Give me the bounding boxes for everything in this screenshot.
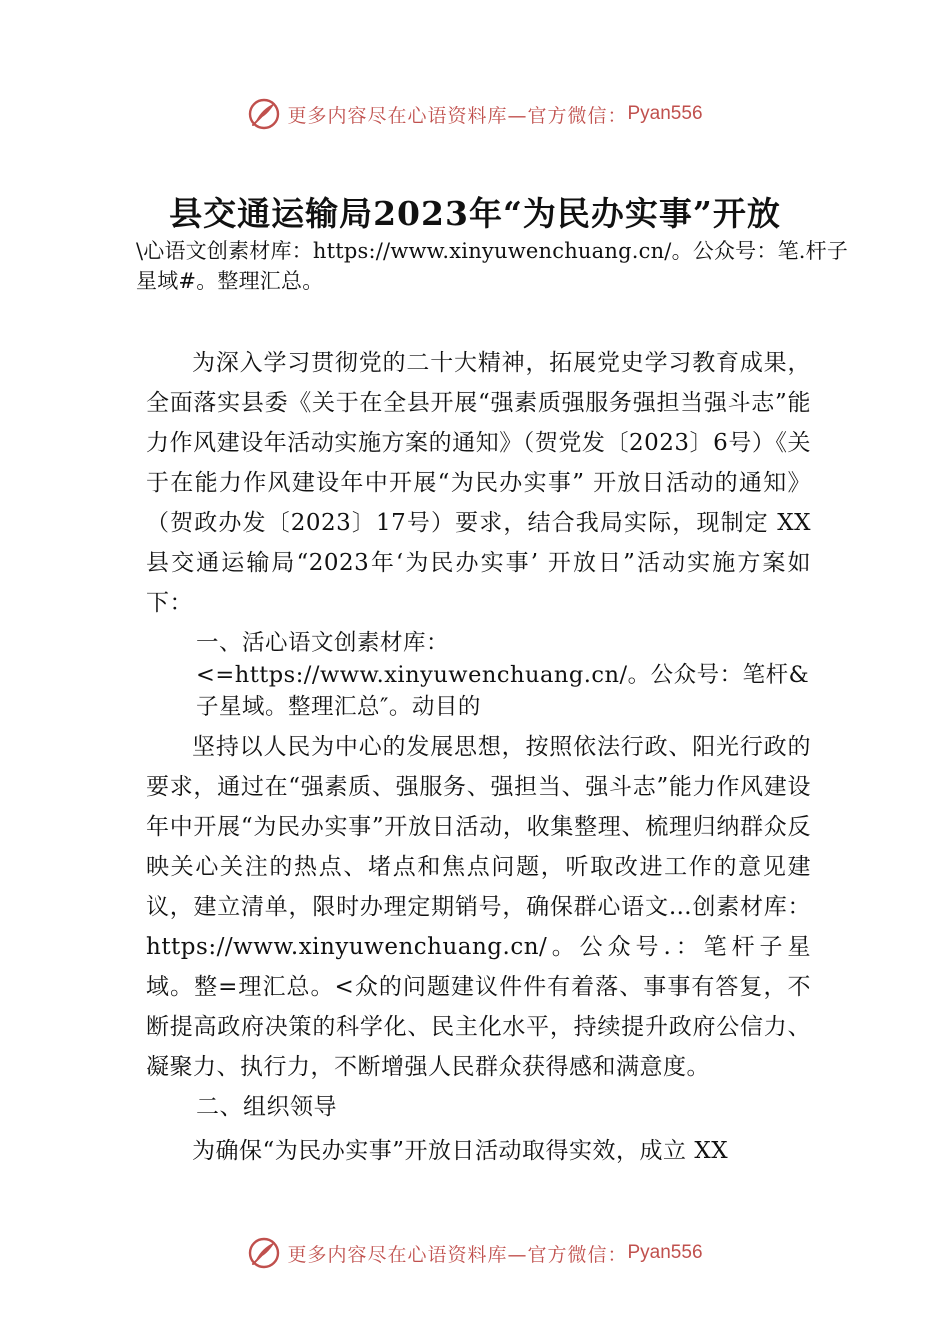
header-banner [0, 94, 950, 134]
intro-paragraph: 为深入学习贯彻党的二十大精神，拓展党史学习教育成果，全面落实县委《关于在全县开展“强素质强服务强担当强斗志”能力作风建设年活动实施方案的通知》（贺党发〔2023〕6号）《关于在能力作风建设年中开展“为民办实事” 开放日活动的通知》（贺政办发〔2023〕17号）要求，结合我局实际，现制定 XX县交通运输局“2023年‘为民办实事’ 开放日”活动实施方案如下： [146, 350, 811, 616]
quill-circle-icon [247, 1236, 281, 1270]
document-title: 县交通运输局2023年“为民办实事”开放 [169, 194, 781, 233]
section1-heading: 一、活心语文创素材库：<=https://www.xinyuwenchuang.cn/。公众号：笔杆&子星域。整理汇总″。动目的 [196, 630, 810, 720]
section1-body: 坚持以人民为中心的发展思想，按照依法行政、阳光行政的要求，通过在“强素质、强服务、强担当、强斗志”能力作风建设年中开展“为民办实事”开放日活动，收集整理、梳理归纳群众反映关心关注的热点、堵点和焦点问题，听取改进工作的意见建议，建立清单，限时办理定期销号，确保群心语文…创素材库：https://www.xinyuwenchuang.cn/。公众号.：笔杆子星域。整=理汇总。<众的问题建议件件有着落、事事有答复，不断提高政府决策的科学化、民主化水平，持续提升政府公信力、凝聚力、执行力，不断增强人民群众获得感和满意度。 [146, 734, 811, 1080]
header-banner-text: 更多内容尽在心语资料库—官方微信： [287, 104, 628, 127]
header-banner-brand-id: Pyan556 [627, 103, 703, 124]
section2-body: 为确保“为民办实事”开放日活动取得实效，成立 XX [192, 1138, 729, 1164]
footer-banner [0, 1233, 950, 1273]
footer-banner-brand-id: Pyan556 [627, 1242, 703, 1263]
quill-circle-icon [247, 97, 281, 131]
section2-heading: 二、组织领导 [196, 1094, 337, 1120]
source-note: \心语文创素材库：https://www.xinyuwenchuang.cn/。公众号：笔.杆子星域#。整理汇总。 [136, 239, 849, 293]
footer-banner-text: 更多内容尽在心语资料库—官方微信： [287, 1243, 628, 1266]
document-body [146, 343, 811, 1171]
